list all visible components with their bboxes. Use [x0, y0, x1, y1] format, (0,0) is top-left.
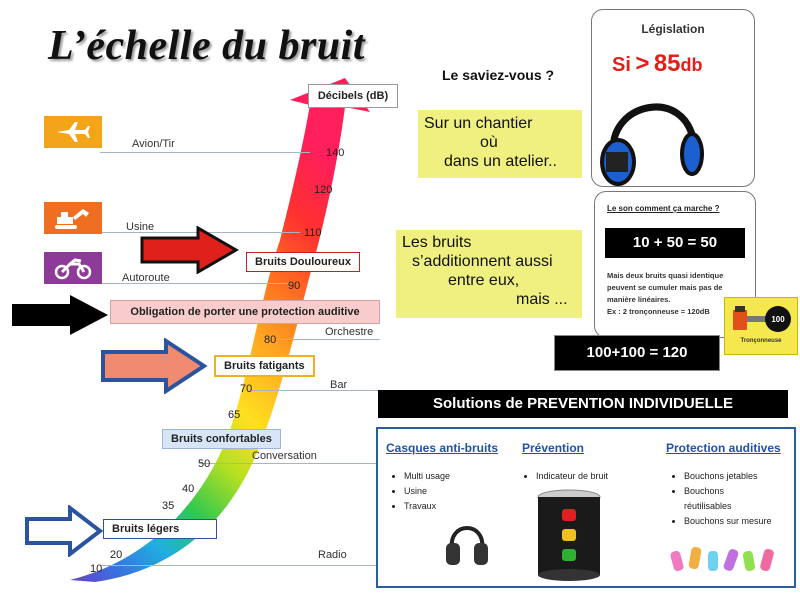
guide-line: [270, 339, 380, 340]
explanation-line: manière linéaires.: [607, 295, 671, 304]
legislation-title: Législation: [641, 22, 705, 36]
scale-value: 35: [162, 500, 175, 512]
motorcycle-icon: [44, 252, 102, 284]
callout-line: entre eux,: [448, 272, 520, 289]
scale-value: 110: [304, 227, 322, 239]
guide-line: [100, 152, 310, 153]
prevention-header: Solutions de PREVENTION INDIVIDUELLE: [378, 390, 788, 418]
list-item: • Usine: [404, 484, 450, 499]
source-orchestre: Orchestre: [325, 326, 374, 338]
scale-value: 40: [182, 483, 195, 495]
col-prevention-title: Prévention: [522, 441, 585, 455]
airplane-icon: [44, 116, 102, 148]
col-casques-title: Casques anti-bruits: [386, 441, 499, 455]
source-radio: Radio: [318, 549, 347, 561]
legislation-threshold: [612, 50, 703, 78]
scale-value: 120: [314, 184, 333, 196]
tag-bruits-fatigants: Bruits fatigants: [214, 355, 315, 377]
callout-line: s’additionnent aussi: [412, 253, 553, 270]
col-casques-list: [390, 469, 450, 514]
source-conversation: Conversation: [252, 450, 317, 462]
tag-bruits-douloureux: Bruits Douloureux: [246, 252, 360, 272]
tag-obligation: Obligation de porter une protection auditive: [110, 300, 380, 324]
threshold-num: 85: [653, 50, 681, 77]
scale-value: 140: [326, 147, 345, 159]
list-item-continuation: réutilisables: [684, 501, 732, 511]
col-protection-list: [670, 469, 772, 529]
guide-line: [200, 463, 380, 464]
col-prevention-list: [522, 469, 608, 484]
scale-value: 50: [198, 458, 211, 470]
decibels-header: Décibels (dB): [308, 84, 398, 108]
scale-value: 65: [228, 409, 241, 421]
explanation-line: Ex : 2 tronçonneuse = 120dB: [607, 307, 710, 316]
explanation-line: Mais deux bruits quasi identique: [607, 271, 724, 280]
list-item: • Bouchons sur mesure: [684, 514, 772, 529]
page-title: L’échelle du bruit: [48, 23, 365, 69]
badge-number: 100: [765, 306, 791, 332]
list-item: • Indicateur de bruit: [536, 469, 608, 484]
threshold-si: Si: [612, 54, 631, 76]
callout-line: dans un atelier..: [444, 153, 557, 170]
scale-value: 20: [110, 549, 123, 561]
list-item: • Bouchons: [684, 484, 772, 499]
badge-label: Tronçonneuse: [740, 338, 782, 344]
list-item: • Bouchons jetables: [684, 469, 772, 484]
black-arrow-icon: [10, 294, 110, 336]
scale-value: 80: [264, 334, 277, 346]
scale-value: 10: [90, 563, 103, 575]
guide-line: [100, 565, 380, 566]
explanation-title: Le son comment ça marche ?: [607, 204, 720, 213]
equation-10-50: 10 + 50 = 50: [605, 228, 745, 258]
threshold-unit: db: [680, 55, 703, 75]
chainsaw-badge: [724, 297, 798, 355]
headphones-icon: [444, 515, 490, 567]
blue-outline-arrow-icon: [24, 505, 104, 557]
tag-bruits-legers: Bruits légers: [103, 519, 217, 539]
explanation-text: [607, 270, 723, 318]
excavator-icon: [44, 202, 102, 234]
scale-value: 90: [288, 280, 301, 292]
legislation-panel: [591, 9, 755, 187]
list-item: • Travaux: [404, 499, 450, 514]
callout-chantier: [418, 110, 582, 178]
chainsaw-icon: [729, 302, 769, 340]
guide-line: [250, 390, 380, 391]
equation-100-100: 100+100 = 120: [554, 335, 720, 371]
col-protection-title: Protection auditives: [666, 441, 781, 455]
scale-value: 70: [240, 383, 253, 395]
prevention-box: [376, 427, 796, 588]
earplugs-icon: [668, 541, 778, 577]
list-item: • Multi usage: [404, 469, 450, 484]
callout-line: mais ...: [516, 291, 568, 308]
earmuff-icon: [596, 84, 706, 188]
source-usine: Usine: [126, 221, 155, 233]
callout-additionnent: [396, 230, 582, 318]
red-arrow-icon: [140, 226, 240, 274]
callout-line: Les bruits: [402, 234, 472, 251]
threshold-gt: >: [635, 50, 650, 77]
source-avion: Avion/Tir: [132, 138, 175, 150]
noise-indicator-icon: [536, 489, 602, 581]
source-autoroute: Autoroute: [122, 272, 170, 284]
callout-line: où: [480, 134, 498, 151]
saviez-vous-heading: Le saviez-vous ?: [442, 67, 555, 83]
tag-bruits-confortables: Bruits confortables: [162, 429, 281, 449]
source-bar: Bar: [330, 379, 348, 391]
explanation-line: peuvent se cumuler mais pas de: [607, 283, 723, 292]
callout-line: Sur un chantier: [424, 115, 533, 132]
salmon-arrow-icon: [100, 338, 208, 394]
